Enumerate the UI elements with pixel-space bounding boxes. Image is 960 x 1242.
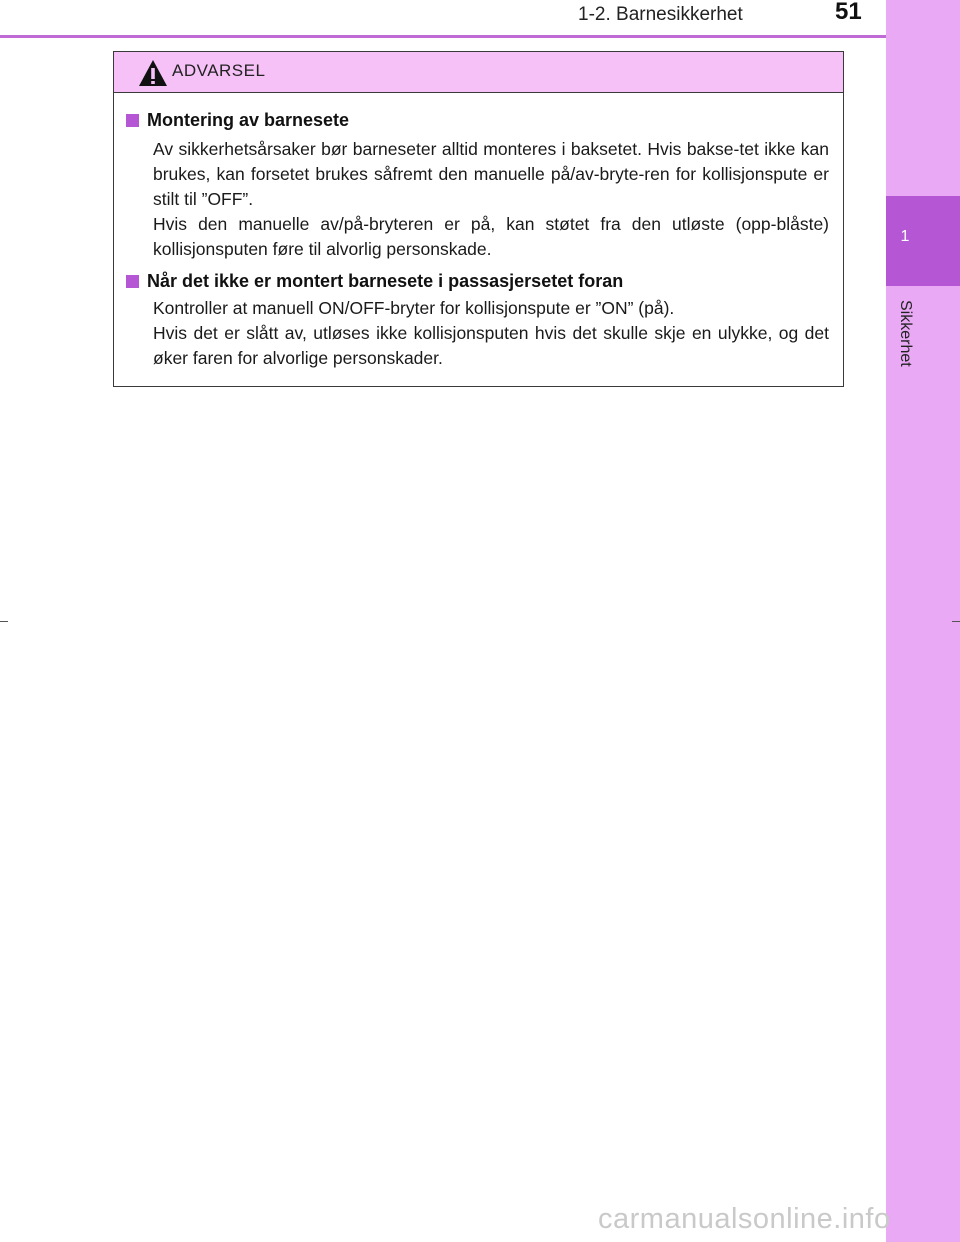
warning-item [126, 268, 829, 371]
crop-mark [0, 621, 8, 622]
bullet-square-icon [126, 114, 139, 127]
item-heading: Montering av barnesete [147, 109, 350, 130]
item-paragraph: Av sikkerhetsårsaker bør barneseter alltid monteres i baksetet. Hvis bakse-tet ikke kan brukes, kan forsetet brukes såfremt den manuelle på/av-bryte-ren for kollisjonspute er stilt til ”OFF”. [153, 139, 829, 209]
warning-triangle-icon [138, 59, 168, 87]
warning-title: ADVARSEL [172, 61, 266, 80]
bullet-square-icon [126, 275, 139, 288]
watermark: carmanualsonline.info [598, 1203, 891, 1235]
warning-header [114, 52, 843, 93]
chapter-label: Sikkerhet [897, 300, 914, 367]
item-paragraph: Hvis det er slått av, utløses ikke kollisjonsputen hvis det skulle skje en ulykke, og det øker faren for alvorlige personskader. [153, 323, 829, 368]
warning-item [126, 107, 829, 262]
item-heading: Når det ikke er montert barnesete i passasjersetet foran [147, 270, 624, 291]
item-paragraph: Kontroller at manuell ON/OFF-bryter for kollisjonspute er ”ON” (på). [153, 298, 675, 318]
chapter-number: 1 [900, 228, 910, 245]
warning-box [113, 51, 844, 387]
header-divider [0, 35, 886, 38]
item-paragraph: Hvis den manuelle av/på-bryteren er på, kan støtet fra den utløste (opp-blåste) kollisjonsputen føre til alvorlig personskade. [153, 214, 829, 259]
page-number: 51 [835, 0, 862, 25]
crop-mark [952, 621, 960, 622]
chapter-sidebar [886, 0, 960, 1242]
warning-body [114, 93, 843, 371]
section-title: 1-2. Barnesikkerhet [578, 4, 743, 25]
